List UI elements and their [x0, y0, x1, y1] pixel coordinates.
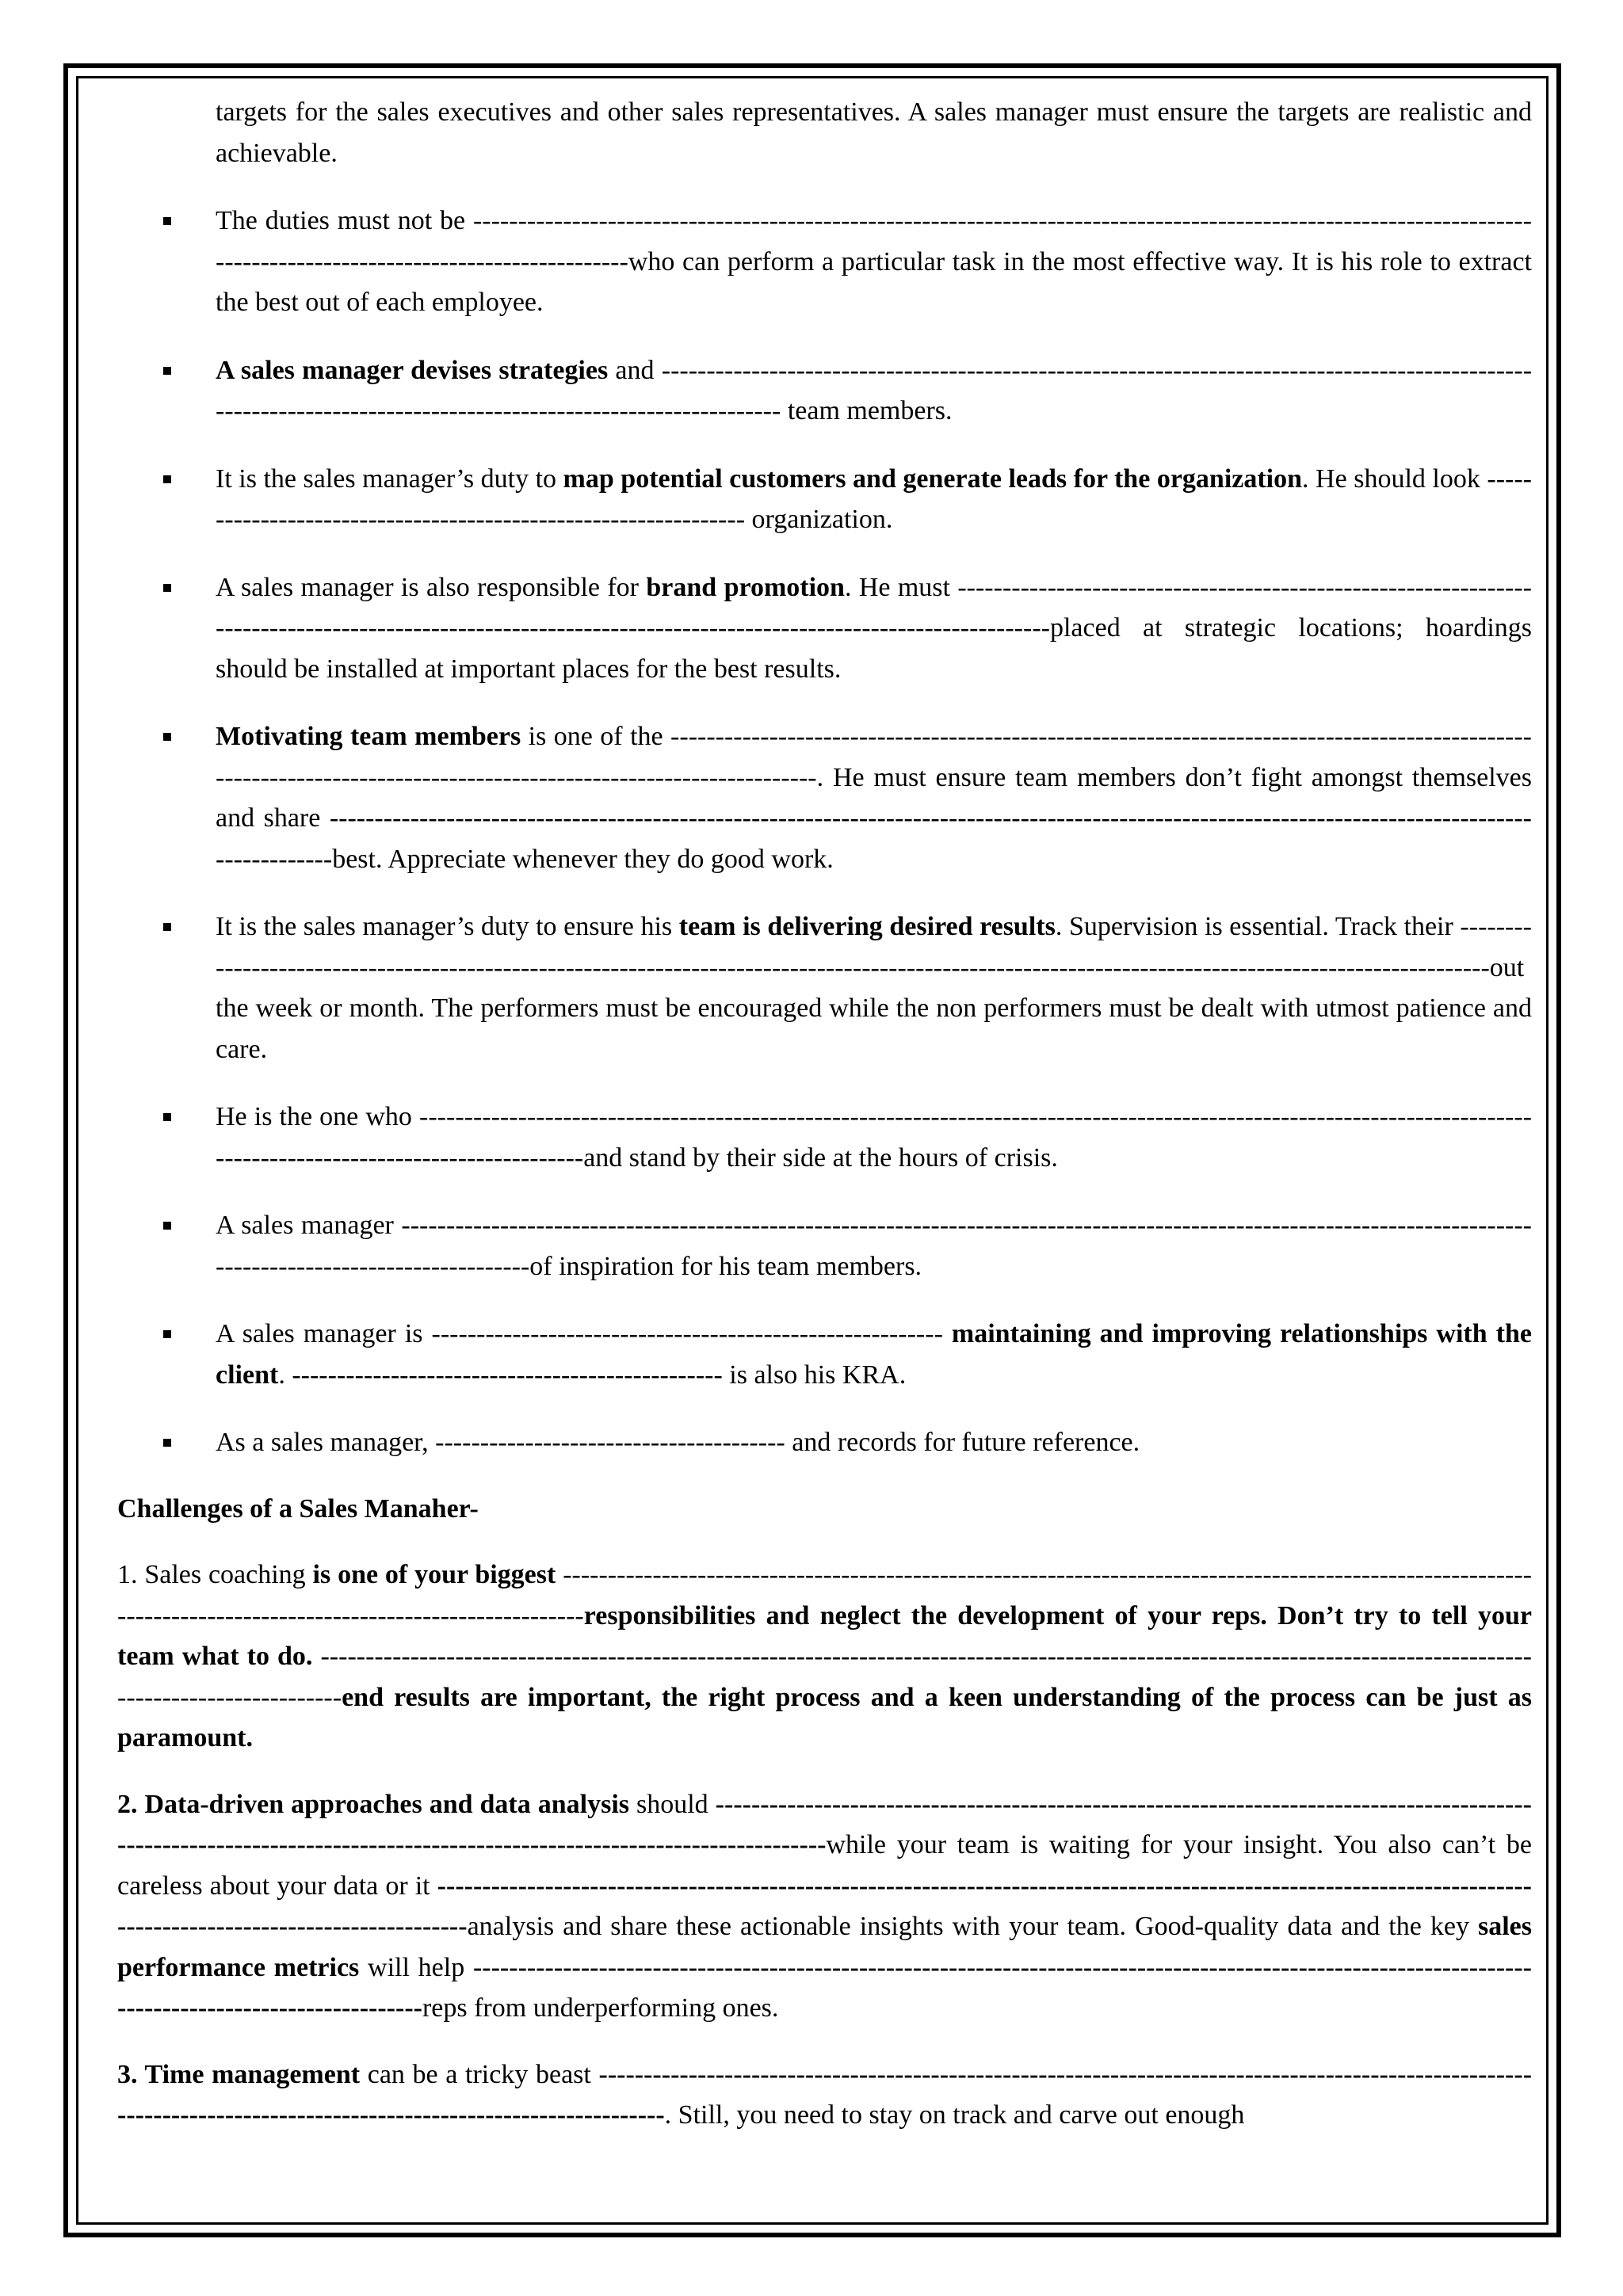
challenge-paragraph-3: 3. Time management can be a tricky beast ---------------------------------------------------------------------------------------------------------------------------------------------------------------------. Still, you need to stay on track and carve out enough [117, 2059, 1532, 2130]
duties-list [117, 200, 1532, 1463]
square-bullet-icon [163, 1222, 171, 1230]
list-item: The duties must not be --------------------------------------------------------------------------------------------------------------------------------------------------------------------who can perform a particular task in the most effective way. It is his role to extract the best out of each employee. [117, 200, 1532, 323]
list-item: It is the sales manager’s duty to map potential customers and generate leads for the organization. He should look ---------------------------------------------------------------- organization. [117, 459, 1532, 540]
square-bullet-icon [163, 733, 171, 741]
list-item: It is the sales manager’s duty to ensure his team is delivering desired results. Supervision is essential. Track their ------------------------------------------------------------------------------------------------------------------------------------------------------out the week or month. The performers must be encouraged while the non performers must be dealt with utmost patience and care. [117, 906, 1532, 1070]
square-bullet-icon [163, 1439, 171, 1447]
square-bullet-icon [163, 584, 171, 592]
intro-continuation: targets for the sales executives and other sales representatives. A sales manager must ensure the targets are realistic and achievable. [216, 97, 1532, 168]
list-item: A sales manager is --------------------------------------------------------- maintaining and improving relationships with the client. ------------------------------------------------ is also his KRA. [117, 1314, 1532, 1395]
section-heading: Challenges of a Sales Manaher- [117, 1493, 479, 1524]
challenge-paragraph-2: 2. Data-driven approaches and data analysis should --------------------------------------------------------------------------------------------------------------------------------------------------------------------------while your team is waiting for your insight. You also can’t be careless about your data or it -----------------------------------------------------------------------------------------------------------------------------------------------------------------analysis and share these actionable insights with your team. Good-quality data and the key sales performance metrics will help --------------------------------------------------------------------------------------------------------------------------------------------------------reps from underperforming ones. [117, 1789, 1532, 2023]
square-bullet-icon [163, 1330, 171, 1338]
list-item: As a sales manager, --------------------------------------- and records for future reference. [117, 1422, 1532, 1463]
list-item: A sales manager devises strategies and ---------------------------------------------------------------------------------------------------------------------------------------------------------------- team members. [117, 350, 1532, 432]
challenge-paragraph-1: 1. Sales coaching is one of your biggest ----------------------------------------------------------------------------------------------------------------------------------------------------------------responsibilities and neglect the development of your reps. Don’t try to tell your team what to do. ----------------------------------------------------------------------------------------------------------------------------------------------------------------end results are important, the right process and a keen understanding of the process can be just as paramount. [117, 1560, 1532, 1753]
document-body [117, 92, 1532, 2191]
list-item: Motivating team members is one of the -------------------------------------------------------------------------------------------------------------------------------------------------------------------. He must ensure team members don’t fight amongst themselves and share ---------------------------------------------------------------------------------------------------------------------------------------------------best. Appreciate whenever they do good work. [117, 716, 1532, 879]
list-item: A sales manager is also responsible for brand promotion. He must -------------------------------------------------------------------------------------------------------------------------------------------------------------placed at strategic locations; hoardings should be installed at important places for the best results. [117, 567, 1532, 690]
square-bullet-icon [163, 923, 171, 931]
square-bullet-icon [163, 1113, 171, 1121]
square-bullet-icon [163, 217, 171, 225]
square-bullet-icon [163, 475, 171, 483]
list-item: A sales manager -----------------------------------------------------------------------------------------------------------------------------------------------------------------of inspiration for his team members. [117, 1205, 1532, 1287]
square-bullet-icon [163, 367, 171, 375]
list-item: He is the one who ---------------------------------------------------------------------------------------------------------------------------------------------------------------------and stand by their side at the hours of crisis. [117, 1097, 1532, 1178]
